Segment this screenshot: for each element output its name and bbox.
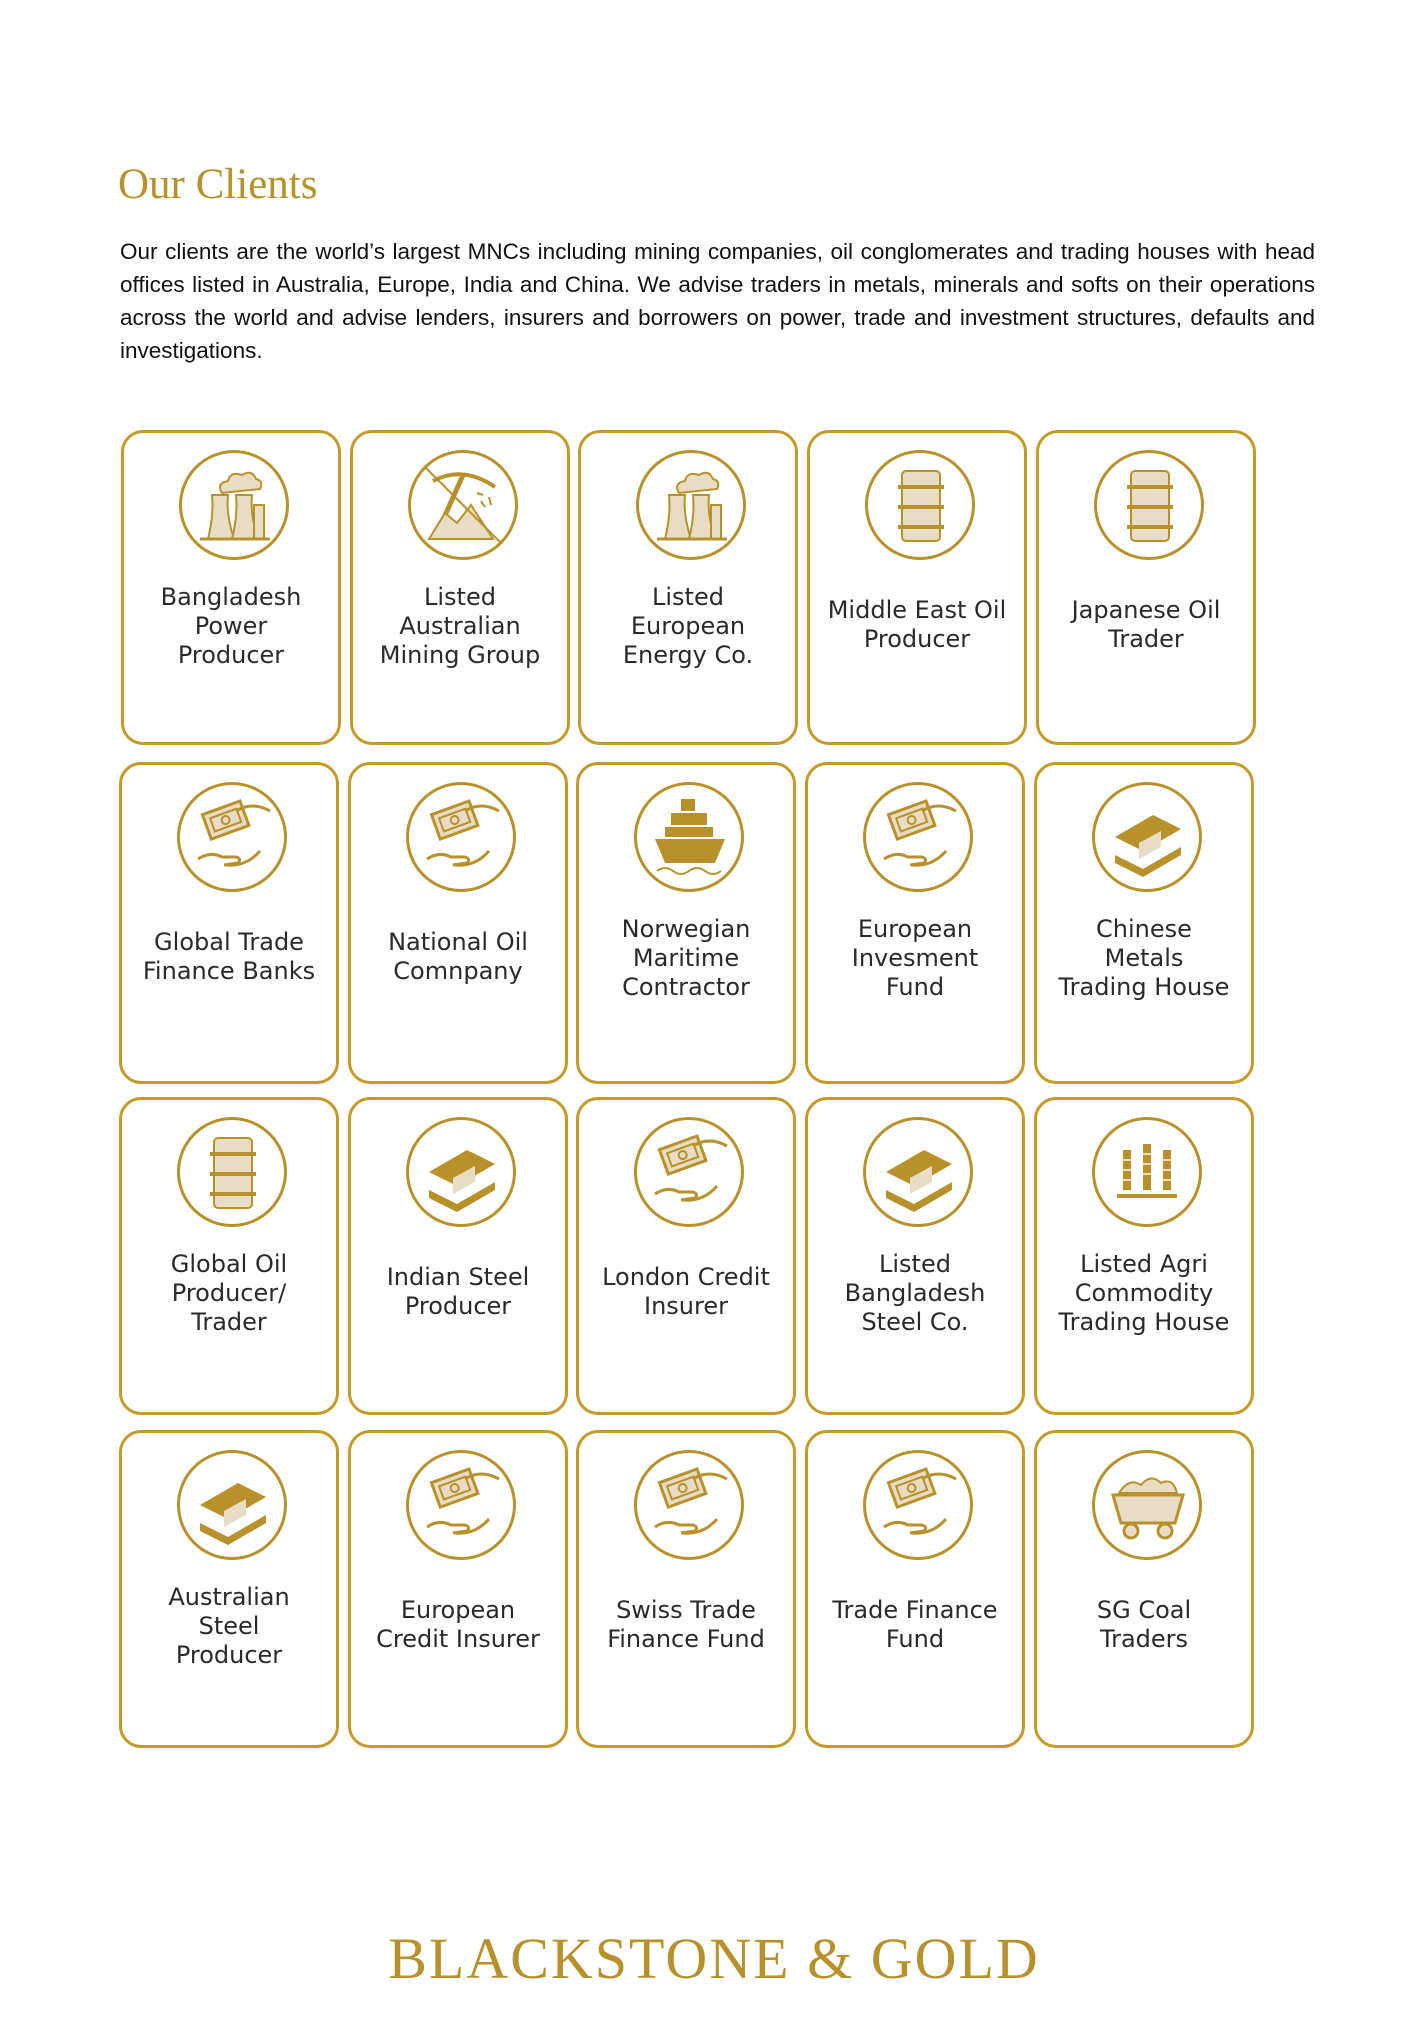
client-card	[1034, 762, 1254, 1084]
client-card	[348, 1430, 568, 1748]
client-label: Global Oil Producer/ Trader	[170, 1250, 288, 1336]
client-label: Listed Australian Mining Group	[379, 583, 541, 669]
steel-beam-icon	[406, 1117, 516, 1227]
client-card	[576, 762, 796, 1084]
money-hand-icon	[634, 1117, 744, 1227]
client-card	[348, 762, 568, 1084]
client-label: Listed Agri Commodity Trading House	[1058, 1250, 1230, 1336]
coal-cart-icon	[1092, 1450, 1202, 1560]
client-card	[1034, 1430, 1254, 1748]
client-card	[121, 430, 341, 745]
oil-barrel-icon	[177, 1117, 287, 1227]
client-card	[348, 1097, 568, 1415]
client-label: Chinese Metals Trading House	[1058, 915, 1230, 1001]
client-label: Listed Bangladesh Steel Co.	[844, 1250, 986, 1336]
client-card	[578, 430, 798, 745]
client-card	[805, 1430, 1025, 1748]
power-plant-icon	[179, 450, 289, 560]
client-card	[350, 430, 570, 745]
client-label: Middle East Oil Producer	[827, 596, 1007, 653]
steel-beam-icon	[1092, 782, 1202, 892]
brand-wordmark: BLACKSTONE & GOLD	[388, 1926, 1040, 1991]
intro-paragraph: Our clients are the world’s largest MNCs including mining companies, oil conglomerates and trading houses with head offices listed in Australia, Europe, India and China. We advise traders in metals, minerals and softs on their operations across the world and advise lenders, insurers and borrowers on power, trade and investment structures, defaults and investigations.	[120, 239, 1315, 363]
money-hand-icon	[863, 782, 973, 892]
client-card	[576, 1097, 796, 1415]
client-label: European Credit Insurer	[376, 1596, 540, 1653]
ship-icon	[634, 782, 744, 892]
client-label: Japanese Oil Trader	[1071, 596, 1221, 653]
client-label: Bangladesh Power Producer	[160, 583, 302, 669]
client-label: Indian Steel Producer	[386, 1263, 530, 1320]
client-label: London Credit Insurer	[602, 1263, 770, 1320]
oil-barrel-icon	[1094, 450, 1204, 560]
client-label: Trade Finance Fund	[832, 1596, 998, 1653]
client-card	[119, 1430, 339, 1748]
money-hand-icon	[406, 1450, 516, 1560]
money-hand-icon	[177, 782, 287, 892]
client-label: Listed European Energy Co.	[622, 583, 754, 669]
client-card	[119, 762, 339, 1084]
client-card	[576, 1430, 796, 1748]
client-label: National Oil Comnpany	[388, 928, 528, 985]
wheat-icon	[1092, 1117, 1202, 1227]
steel-beam-icon	[177, 1450, 287, 1560]
pickaxe-icon	[408, 450, 518, 560]
oil-barrel-icon	[865, 450, 975, 560]
client-label: Australian Steel Producer	[168, 1583, 290, 1669]
client-card	[1036, 430, 1256, 745]
client-label: SG Coal Traders	[1096, 1596, 1192, 1653]
power-plant-icon	[636, 450, 746, 560]
client-card	[805, 1097, 1025, 1415]
money-hand-icon	[863, 1450, 973, 1560]
client-card	[119, 1097, 339, 1415]
client-label: Norwegian Maritime Contractor	[621, 915, 751, 1001]
money-hand-icon	[634, 1450, 744, 1560]
client-label: Global Trade Finance Banks	[142, 928, 316, 985]
page-title: Our Clients	[118, 161, 318, 208]
client-label: Swiss Trade Finance Fund	[607, 1596, 765, 1653]
client-card	[807, 430, 1027, 745]
money-hand-icon	[406, 782, 516, 892]
steel-beam-icon	[863, 1117, 973, 1227]
client-label: European Invesment Fund	[851, 915, 979, 1001]
client-card	[805, 762, 1025, 1084]
client-card	[1034, 1097, 1254, 1415]
